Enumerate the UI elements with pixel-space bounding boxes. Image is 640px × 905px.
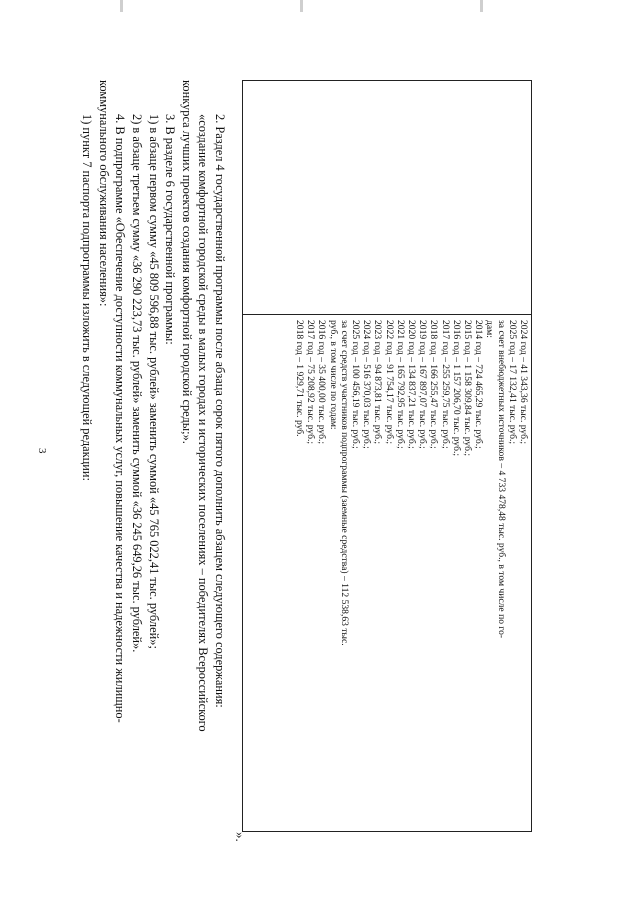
- table-line: дам:: [484, 320, 496, 338]
- scan-artifact: [480, 0, 483, 12]
- table-line: 2018 год – 1 929,71 тыс. руб.: [293, 320, 305, 437]
- paragraph: 1) в абзаце первом сумму «45 809 596,88 тыс. рублей» заменить суммой «45 765 022,41 тыс. рублей»;: [146, 114, 161, 649]
- paragraph: 1) пункт 7 паспорта подпрограммы изложить в следующей редакции:: [80, 114, 95, 481]
- table-line: 2017 год – 75 208,92 тыс. руб.;: [305, 320, 317, 445]
- table-line: 2021 год – 165 792,95 тыс. руб.;: [394, 320, 406, 449]
- closing-quote: ».: [233, 832, 248, 842]
- table-line: 2018 год – 166 255,47 тыс. руб.;: [428, 320, 440, 449]
- table-line: 2022 год – 91 754,17 тыс. руб.;: [383, 320, 395, 445]
- table-line: за счет средств участников подпрограммы (заемные средства) – 112 538,63 тыс.: [338, 320, 350, 646]
- financing-table: [242, 80, 532, 832]
- table-line: 2023 год – 94 873,81 тыс. руб.;: [372, 320, 384, 445]
- table-line: 2015 год – 1 158 309,84 тыс. руб.;: [461, 320, 473, 457]
- table-line: 2020 год – 134 837,21 тыс. руб.;: [405, 320, 417, 449]
- table-line: 2016 год – 1 157 206,70 тыс. руб.;: [450, 320, 462, 457]
- scan-artifact: [300, 0, 303, 12]
- table-line: 2024 год – 41 343,36 тыс. руб.;: [518, 320, 529, 445]
- body-text: [79, 80, 228, 860]
- table-line: за счет внебюджетных источников – 4 733 478,48 тыс. руб., в том числе по го-: [495, 320, 507, 639]
- table-line: 2025 год – 17 132,41 тыс. руб.;: [506, 320, 518, 445]
- table-line: 2019 год – 167 897,07 тыс. руб.;: [417, 320, 429, 449]
- table-right-cell: [243, 314, 531, 831]
- paragraph: «создание комфортной городской среды в малых городах и исторических поселениях – победителях Всероссийского: [196, 114, 211, 732]
- table-line: руб., в том числе по годам:: [327, 320, 339, 430]
- paragraph: конкурса лучших проектов создания комфортной городской среды;».: [179, 80, 194, 444]
- paragraph: 4. В подпрограмме «Обеспечение доступности коммунальных услуг, повышение качества и надежности жилищно-: [113, 114, 128, 723]
- table-line: 2025 год – 100 456,19 тыс. руб.;: [349, 320, 361, 449]
- table-line: 2017 год – 255 259,75 тыс. руб.;: [439, 320, 451, 449]
- paragraph: 2) в абзаце третьем сумму «36 290 223,73 тыс. рублей» заменить суммой «36 245 649,26 тыс. рублей».: [130, 114, 145, 653]
- scan-artifact: [120, 0, 123, 12]
- table-line: 2016 год – 35 400,00 тыс. руб.;: [316, 320, 328, 445]
- paragraph: коммунального обслуживания населения»:: [96, 80, 111, 307]
- table-line: 2014 год – 724 465,29 тыс. руб.;: [473, 320, 485, 449]
- paragraph: 3. В разделе 6 государственной программы:: [163, 114, 178, 345]
- page-number: 3: [36, 448, 48, 454]
- table-line: 2024 год – 516 370,03 тыс. руб.;: [361, 320, 373, 449]
- table-left-cell: [243, 81, 531, 315]
- paragraph: 2. Раздел 4 государственной программы после абзаца сорок пятого дополнить абзацем следующего содержания:: [213, 114, 227, 708]
